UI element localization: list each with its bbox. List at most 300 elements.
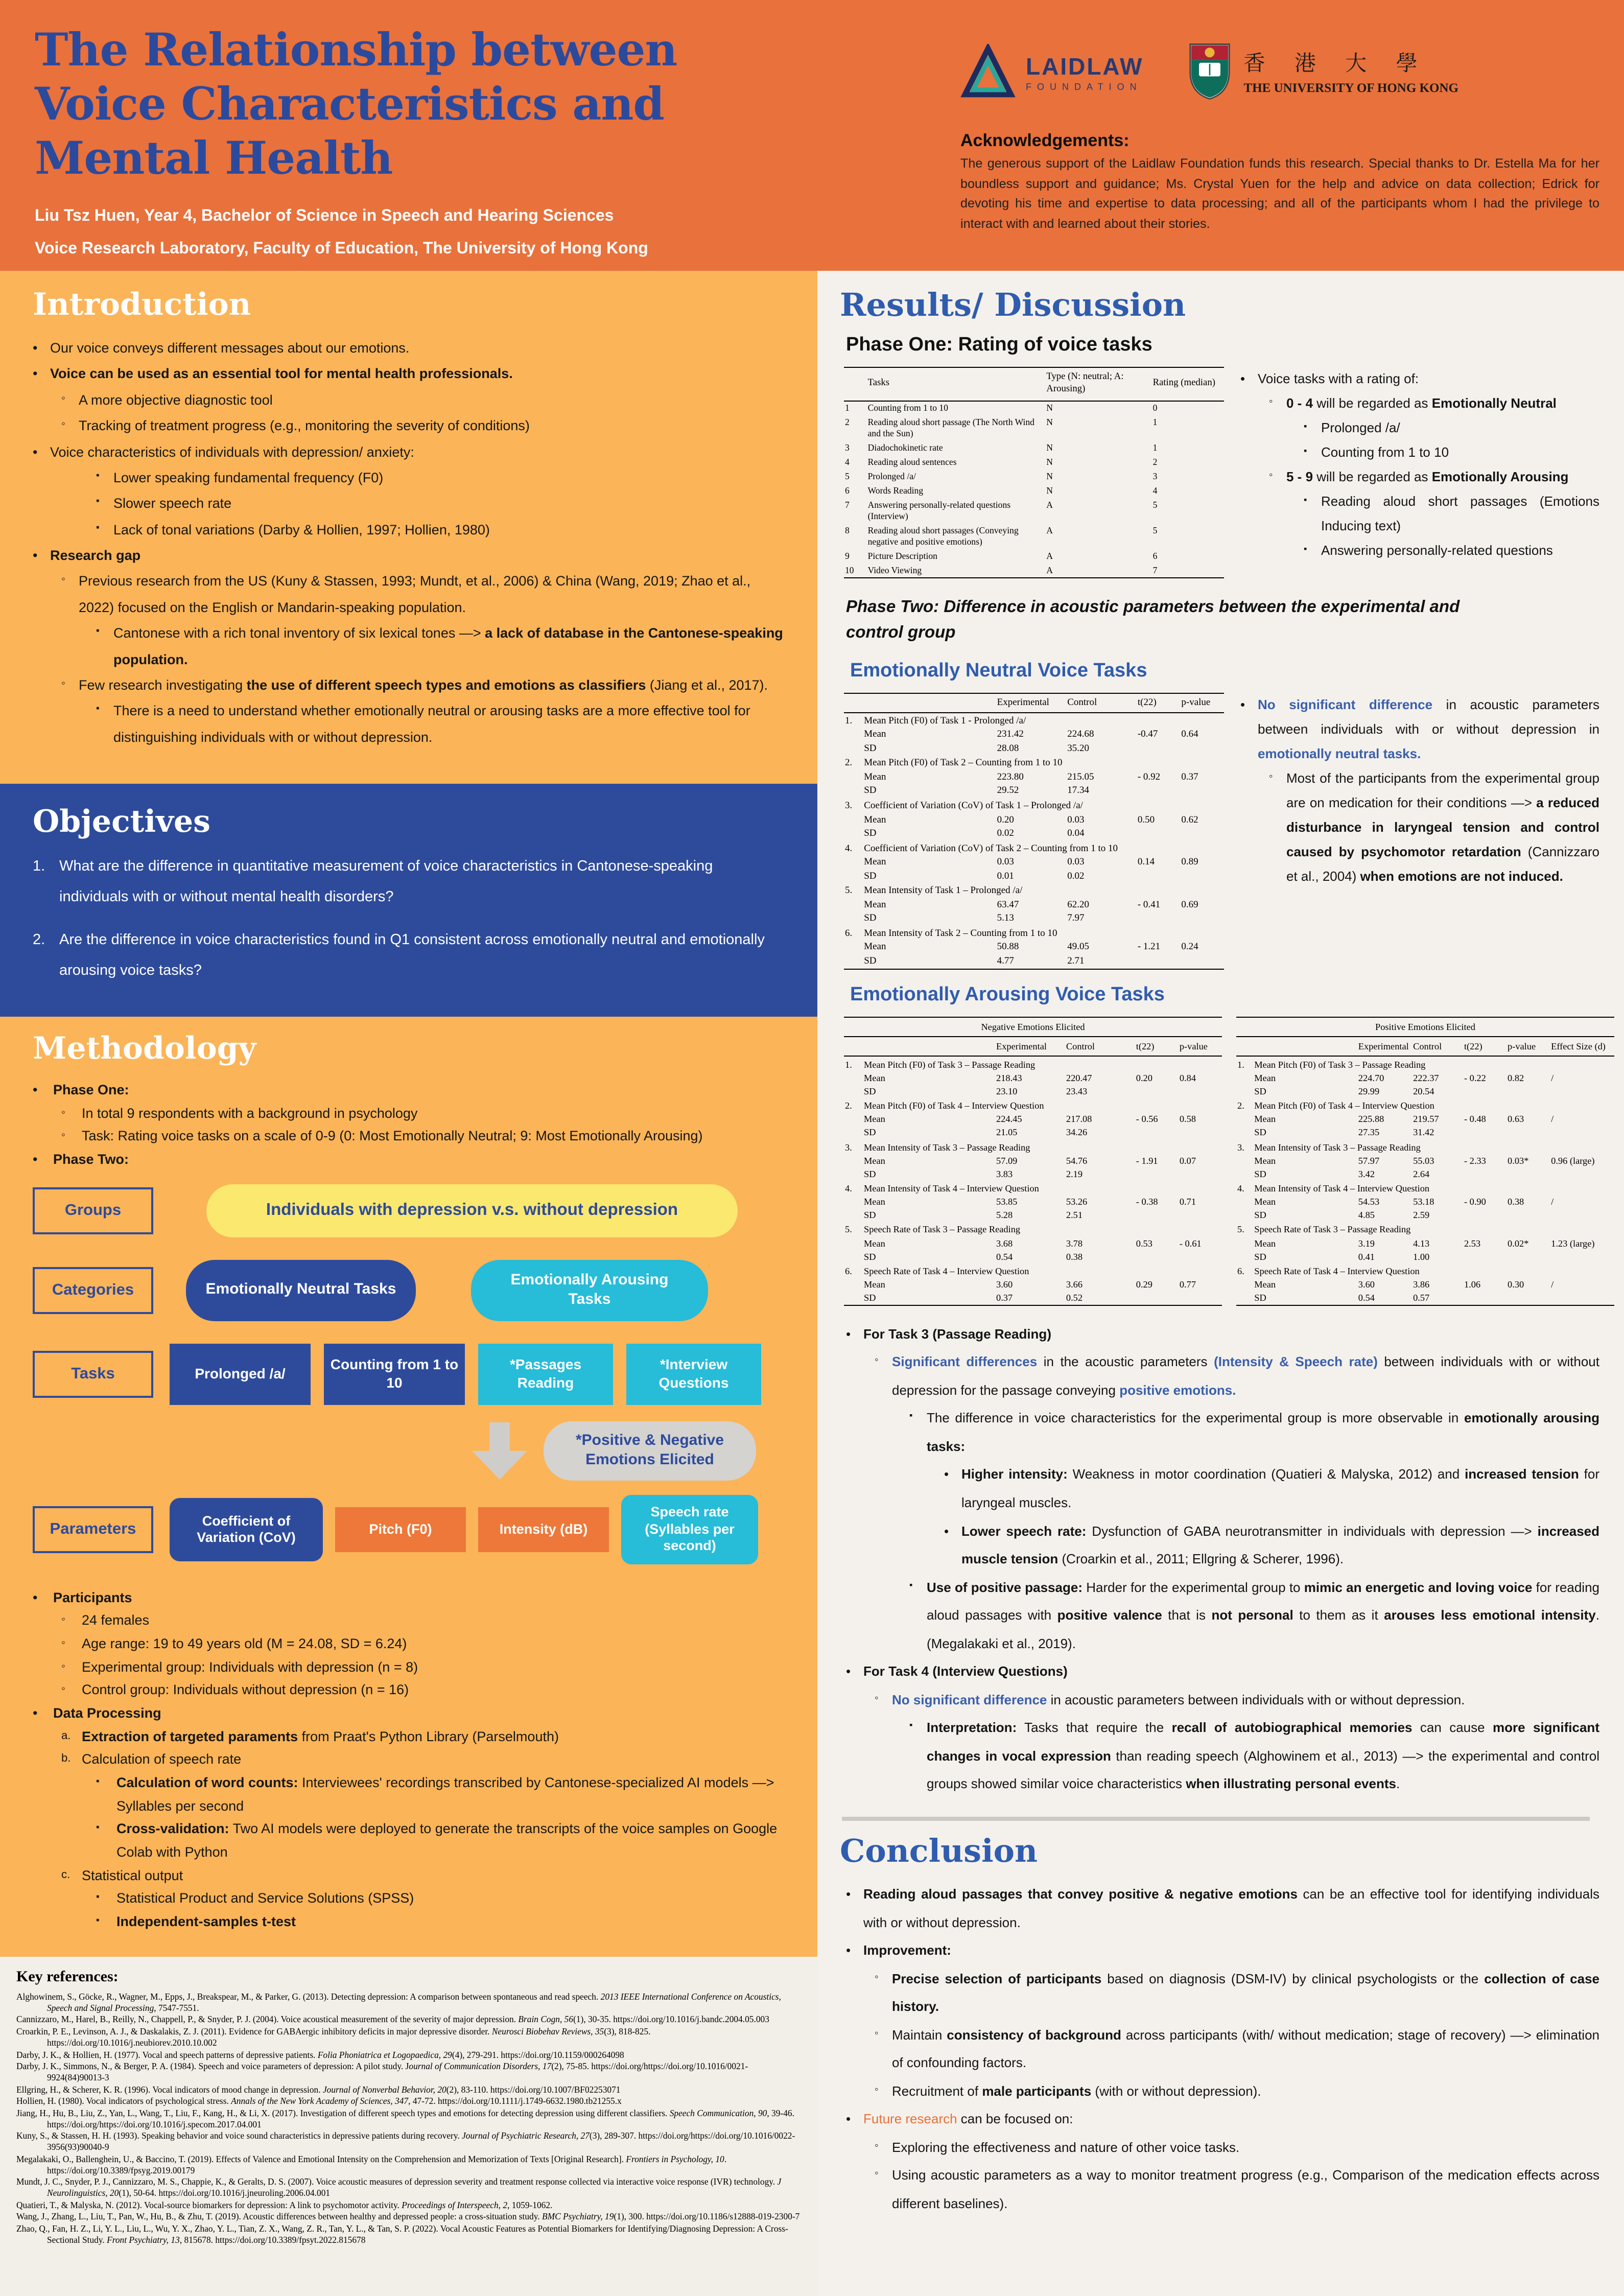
stat-value: 3.86 [1413, 1279, 1430, 1290]
bullet-marker: ▪ [1304, 544, 1307, 554]
hku-english-name: THE UNIVERSITY OF HONG KONG [1243, 80, 1458, 95]
list-item-text: For Task 3 (Passage Reading) [863, 1326, 1051, 1342]
list-item-text: Statistical output [82, 1867, 183, 1883]
list-item-text: Cantonese with a rich tonal inventory of six lexical tones —> a lack of database in the Cantonese-speaking population. [113, 625, 783, 667]
table-header-row [844, 1037, 1222, 1056]
reference-item: Jiang, H., Hu, B., Liu, Z., Yan, L., Wang, T., Liu, F., Kang, H., & Li, X. (2017). Investigation of different speech types and emotions for detecting depression using different classifiers. Speech Communication, 90, 39-46. https://doi.org/https://doi.org/10.1016/j.specom.2017.04.001 [16, 2108, 794, 2129]
stat-name: Mean [1254, 1238, 1276, 1248]
stat-name: SD [864, 829, 877, 839]
objectives-heading: Objectives [33, 804, 210, 840]
list-item-text: Age range: 19 to 49 years old (M = 24.08, SD = 6.24) [82, 1636, 407, 1652]
spacer-cell [1236, 1278, 1253, 1291]
stat-value: 0.96 (large) [1551, 1155, 1595, 1166]
column-header [844, 367, 867, 401]
list-item [846, 2162, 1599, 2218]
row-number: 2. [845, 758, 853, 769]
stat-value: / [1551, 1279, 1554, 1290]
stat-name: SD [864, 1086, 876, 1096]
column-header: Rating (median) [1152, 367, 1224, 401]
list-item [846, 2021, 1599, 2077]
spacer-cell [844, 1278, 863, 1291]
spacer-cell [1236, 1167, 1253, 1181]
stat-value: - 0.90 [1464, 1197, 1486, 1207]
stat-value: 0.38 [1066, 1251, 1083, 1262]
spacer-cell [1236, 1236, 1253, 1250]
row-number: 5. [1237, 1224, 1244, 1235]
stat-value: 54.76 [1066, 1155, 1088, 1166]
sd-row [844, 1291, 1222, 1305]
row-number: 6. [1237, 1266, 1244, 1276]
bullet-marker: ◦ [61, 1683, 65, 1696]
measure-label: Speech Rate of Task 4 – Interview Question [1254, 1266, 1420, 1276]
bullet-marker: ◦ [61, 1637, 65, 1650]
bullet-marker: ▪ [96, 625, 100, 637]
bullet-marker: b. [61, 1752, 71, 1765]
stat-value: 21.05 [996, 1127, 1018, 1138]
stat-name: SD [864, 1210, 876, 1221]
bullet-marker: ◦ [61, 1129, 65, 1142]
measure-label-row [1236, 1181, 1614, 1195]
list-item [846, 1573, 1599, 1657]
measure-label-row [844, 926, 1224, 941]
measure-label: Coefficient of Variation (CoV) of Task 2 – Counting from 1 to 10 [864, 844, 1118, 854]
mean-row [844, 941, 1224, 955]
list-item [846, 1936, 1599, 1964]
spacer-cell [844, 955, 863, 969]
flow-row-categories [33, 1259, 785, 1321]
stat-value: 224.70 [1358, 1072, 1384, 1083]
column-header: Experimental [995, 1037, 1065, 1056]
reference-item: Hollien, H. (1980). Vocal indicators of psychological stress. Annals of the New York Academy of Sciences, 347, 47-72. https://doi.org/10.1111/j.1749-6632.1980.tb21255.x [16, 2096, 622, 2106]
list-item [33, 1772, 785, 1818]
row-number: 1. [845, 716, 853, 727]
list-item [1240, 391, 1599, 416]
table-cell: N [1046, 403, 1053, 413]
flow-param-speech-rate: Speech rate (Syllables per second) [621, 1494, 758, 1564]
stat-value: 0.04 [1067, 829, 1085, 839]
list-item [1240, 416, 1599, 440]
list-item [846, 2077, 1599, 2105]
sd-row [1236, 1167, 1614, 1181]
row-number: 1. [1237, 1059, 1244, 1070]
list-item-text: Precise selection of participants based on diagnosis (DSM-IV) by clinical psychologists or the collection of case history. [892, 1971, 1600, 2014]
list-item-text: Independent-samples t-test [116, 1914, 296, 1930]
references-section [0, 1957, 817, 2296]
flow-category-arousing: Emotionally Arousing Tasks [471, 1259, 708, 1321]
list-item [846, 2105, 1599, 2134]
stat-name: SD [864, 1168, 876, 1179]
table-cell: Reading aloud short passage (The North Wind and the Sun) [867, 416, 1034, 438]
table-header-row [844, 693, 1224, 713]
table-cell: 7 [1152, 565, 1158, 575]
stat-value: 217.08 [1066, 1114, 1092, 1124]
list-item-text: Answering personally-related questions [1321, 543, 1553, 558]
stat-value: 3.78 [1066, 1238, 1083, 1248]
bullet-marker: • [846, 1886, 851, 1902]
bullet-marker: ▪ [96, 522, 100, 533]
flow-row-note [33, 1421, 785, 1480]
stat-name: Mean [864, 772, 886, 783]
stat-value: -0.47 [1137, 730, 1158, 740]
stat-value: 0.50 [1137, 815, 1155, 826]
stat-value: 53.18 [1413, 1197, 1434, 1207]
stat-value: 29.99 [1358, 1086, 1380, 1096]
stat-value: 0.77 [1179, 1279, 1196, 1290]
stat-value: 215.05 [1067, 772, 1094, 783]
stat-value: 0.20 [1136, 1072, 1152, 1083]
list-item-text: Interpretation: Tasks that require the recall of autobiographical memories can cause more significant changes in vocal expression than reading speech (Alghowinem et al., 2013) —> the experimental and control groups showed similar voice characteristics when illustrating personal events. [927, 1720, 1599, 1792]
stat-value: 4.85 [1358, 1210, 1375, 1221]
poster-title: The Relationship between Voice Characteristics and Mental Health [35, 25, 677, 185]
table-cell: 2 [845, 416, 850, 427]
table-header-row [1236, 1037, 1614, 1056]
stat-value: / [1551, 1197, 1554, 1207]
stat-value: 218.43 [996, 1072, 1022, 1083]
list-item-text: Our voice conveys different messages about our emotions. [50, 340, 410, 356]
list-item [33, 517, 785, 543]
list-item [33, 698, 785, 751]
measure-label: Mean Pitch (F0) of Task 1 - Prolonged /a/ [864, 716, 1026, 727]
table-cell: N [1046, 471, 1053, 481]
measure-label-row [844, 713, 1224, 729]
stat-value: 0.03* [1508, 1155, 1529, 1166]
list-item [33, 1818, 785, 1865]
stat-value: 3.66 [1066, 1279, 1083, 1290]
list-item-text: Few research investigating the use of different speech types and emotions as classifiers (Jiang et al., 2017). [79, 677, 768, 693]
stat-value: 20.54 [1413, 1086, 1434, 1096]
stat-value: 1.23 (large) [1551, 1238, 1595, 1248]
laidlaw-wordmark [1026, 55, 1144, 92]
measure-label-row [844, 841, 1224, 856]
stat-value: 0.24 [1181, 942, 1198, 953]
stat-value: 63.47 [997, 900, 1019, 910]
stat-value: 224.68 [1067, 730, 1094, 740]
bullet-marker: ◦ [875, 2139, 879, 2152]
hku-chinese-name: 香 港 大 學 [1243, 51, 1429, 76]
bullet-marker: ▪ [96, 703, 100, 715]
mean-row [844, 856, 1224, 870]
stat-value: 0.69 [1181, 900, 1198, 910]
stat-name: SD [1254, 1127, 1266, 1138]
list-item [33, 491, 785, 517]
stat-value: - 0.56 [1136, 1114, 1158, 1124]
task3-discussion [846, 1320, 1599, 1657]
spacer-cell [844, 1112, 863, 1126]
bullet-marker: • [846, 1326, 851, 1342]
bullet-marker: ◦ [875, 1354, 879, 1367]
list-item-text: 0 - 4 will be regarded as Emotionally Neutral [1286, 395, 1557, 411]
stat-value: 1.06 [1464, 1279, 1481, 1290]
list-item-text: Are the difference in voice characteristics found in Q1 consistent across emotionally neutral and emotionally arousing voice tasks? [59, 932, 765, 979]
bullet-marker: ▪ [96, 1891, 100, 1903]
stat-value: 23.43 [1066, 1086, 1088, 1096]
list-item-text: Counting from 1 to 10 [1321, 444, 1449, 460]
list-item [846, 1517, 1599, 1573]
measure-label: Mean Intensity of Task 3 – Passage Reading [1254, 1142, 1421, 1153]
column-header: Effect Size (d) [1550, 1037, 1614, 1056]
spacer-cell [1236, 1085, 1253, 1098]
stat-value: 7.97 [1067, 913, 1085, 924]
stat-value: - 0.41 [1137, 900, 1161, 910]
stat-value: 2.59 [1413, 1210, 1430, 1221]
table-cell: 4 [845, 456, 850, 467]
list-item-text: Lower speech rate: Dysfunction of GABA neurotransmitter in individuals with depression —> increased muscle tension (Croarkin et al., 2011; Ellgring & Scherer, 1996). [961, 1523, 1599, 1567]
spacer-cell [844, 1250, 863, 1263]
mean-row [844, 1195, 1222, 1208]
stat-value: 57.97 [1358, 1155, 1380, 1166]
column-header: p-value [1179, 1037, 1222, 1056]
mean-row [1236, 1071, 1614, 1085]
spacer-cell [844, 1195, 863, 1208]
stat-name: Mean [864, 900, 886, 910]
reference-item: Alghowinem, S., Göcke, R., Wagner, M., Epps, J., Breakspear, M., & Parker, G. (2013). Detecting depression: A comparison between spontaneous and read speech. 2013 IEEE International Conference on Acoustics, Speech and Signal Processing, 7547-7551. [16, 1992, 781, 2013]
row-number: 3. [845, 1142, 852, 1153]
stat-name: Mean [864, 1114, 885, 1124]
stat-name: Mean [1254, 1072, 1276, 1083]
row-number: 4. [845, 1183, 852, 1193]
flow-row-tasks [33, 1343, 785, 1404]
column-header: Type (N: neutral; A: Arousing) [1045, 367, 1151, 401]
spacer-cell [1236, 1208, 1253, 1222]
stat-name: Mean [864, 1197, 885, 1207]
reference-item: Megalakaki, O., Ballenghein, U., & Baccino, T. (2019). Effects of Valence and Emotional Intensity on the Comprehension and Memorization of Texts [Original Research]. Frontiers in Psychology, 10. https://doi.org/10.3389/fpsyg.2019.00179 [16, 2153, 727, 2175]
stat-value: 0.57 [1413, 1293, 1430, 1303]
reference-item: Wang, J., Zhang, L., Liu, T., Pan, W., Hu, B., & Zhu, T. (2019). Acoustic differences between healthy and depressed people: a cross-situation study. BMC Psychiatry, 19(1), 300. https://doi.org/10.1186/s12888-019-2300-7 [16, 2211, 800, 2222]
neutral-table [844, 693, 1224, 970]
bullet-marker: ◦ [61, 1106, 65, 1119]
stat-value: / [1551, 1114, 1554, 1124]
objectives-list [33, 852, 785, 987]
list-item [846, 1714, 1599, 1798]
conclusion-heading: Conclusion [840, 1833, 1038, 1870]
title-block [35, 25, 797, 271]
table-cell: 1 [1152, 416, 1158, 427]
stat-name: SD [864, 786, 877, 796]
stat-value: 0.71 [1179, 1197, 1196, 1207]
sd-row [1236, 1291, 1614, 1305]
list-item [33, 1610, 785, 1633]
stat-name: Mean [864, 1155, 885, 1166]
measure-label-row [1236, 1056, 1614, 1071]
phase1-table [844, 367, 1224, 579]
bullet-marker: • [33, 1589, 38, 1605]
sd-row [844, 827, 1224, 841]
table-cell: 10 [845, 565, 854, 575]
row-number: 1. [845, 1059, 852, 1070]
stat-name: Mean [864, 1238, 885, 1248]
conclusion-list [846, 1880, 1599, 2218]
stat-value: 0.37 [996, 1293, 1013, 1303]
list-item [1240, 489, 1599, 538]
list-item-text: Statistical Product and Service Solutions (SPSS) [116, 1890, 414, 1906]
list-item [33, 852, 785, 913]
spacer-cell [844, 912, 863, 926]
stat-name: Mean [1254, 1197, 1276, 1207]
list-item [846, 1686, 1599, 1714]
table-cell: 6 [1152, 550, 1158, 561]
list-item [846, 1880, 1599, 1936]
bullet-marker: 1. [33, 858, 45, 875]
stat-value: 0.20 [997, 815, 1014, 826]
list-item [846, 1404, 1599, 1461]
stat-value: - 2.33 [1464, 1155, 1486, 1166]
spacer-cell [1236, 1112, 1253, 1126]
list-item-text: Control group: Individuals without depression (n = 16) [82, 1682, 409, 1698]
measure-label: Mean Pitch (F0) of Task 3 – Passage Reading [864, 1059, 1035, 1070]
bullet-marker: • [944, 1466, 949, 1482]
table-row [844, 524, 1224, 549]
spacer-cell [844, 742, 863, 756]
sd-row [844, 870, 1224, 883]
reference-item: Kuny, S., & Stassen, H. H. (1993). Speaking behavior and voice sound characteristics in depressive patients during recovery. Journal of Psychiatric Research, 27(3), 289-307. https://doi.org/https://doi.org/10.1016/0022-3956(93)90040-9 [16, 2130, 795, 2152]
table-cell: A [1046, 565, 1053, 575]
bullet-marker: ▪ [909, 1720, 913, 1730]
stat-value: 28.08 [997, 743, 1019, 754]
column-header: Experimental [996, 693, 1067, 713]
list-item [33, 1679, 785, 1702]
stat-value: 2.53 [1464, 1238, 1481, 1248]
acknowledgements-heading: Acknowledgements: [960, 131, 1129, 150]
bullet-marker: ◦ [875, 2027, 879, 2040]
table-row [844, 484, 1224, 498]
list-item [33, 439, 785, 465]
reference-item: Cannizzaro, M., Harel, B., Reilly, N., Chappell, P., & Snyder, P. J. (2004). Voice acoustical measurement of the severity of major depression. Brain Cogn, 56(1), 30-35. https://doi.org/10.1016/j.bandc.2004.05.003 [16, 2014, 769, 2025]
column-header: t(22) [1137, 693, 1181, 713]
sd-row [844, 1167, 1222, 1181]
laidlaw-foundation-label: FOUNDATION [1026, 82, 1142, 92]
measure-label: Mean Pitch (F0) of Task 3 – Passage Reading [1254, 1059, 1426, 1070]
spacer-cell [1236, 1250, 1253, 1263]
list-item-text: Lack of tonal variations (Darby & Hollien, 1997; Hollien, 1980) [113, 522, 490, 537]
table-row [844, 401, 1224, 415]
spacer-cell [1236, 1126, 1253, 1139]
stat-value: 57.09 [996, 1155, 1018, 1166]
spacer-cell [844, 1208, 863, 1222]
flow-task-passages-reading: *Passages Reading [478, 1343, 613, 1404]
list-item-text: Task: Rating voice tasks on a scale of 0-9 (0: Most Emotionally Neutral; 9: Most Emotionally Arousing) [82, 1128, 703, 1144]
row-number: 5. [845, 886, 853, 897]
column-header: Control [1066, 693, 1137, 713]
list-item-text: Tracking of treatment progress (e.g., monitoring the severity of conditions) [79, 418, 530, 434]
neutral-row [840, 693, 1599, 970]
positive-emotions-table [1236, 1017, 1614, 1306]
stat-value: 0.03 [1067, 857, 1085, 868]
stat-value: 0.14 [1137, 857, 1155, 868]
stat-value: 0.64 [1181, 730, 1198, 740]
list-item-text: Previous research from the US (Kuny & Stassen, 1993; Mundt, et al., 2006) & China (Wang, 2019; Zhao et al., 2022) focused on the English or Mandarin-speaking population. [79, 573, 751, 615]
table-cell: 4 [1152, 485, 1158, 496]
bullet-marker: • [846, 1942, 851, 1958]
measure-label-row [844, 799, 1224, 813]
mean-row [844, 771, 1224, 785]
row-number: 6. [845, 928, 853, 939]
stat-value: - 0.92 [1137, 772, 1161, 783]
column-header-spacer [1236, 1037, 1357, 1056]
spacer-cell [1236, 1071, 1253, 1085]
stat-value: 0.01 [997, 871, 1014, 882]
introduction-heading: Introduction [33, 287, 251, 323]
sd-row [844, 1085, 1222, 1098]
bullet-marker: • [1240, 696, 1245, 712]
stat-name: SD [1254, 1293, 1266, 1303]
measure-label: Mean Pitch (F0) of Task 4 – Interview Question [864, 1100, 1044, 1111]
list-item [1240, 367, 1599, 391]
table-cell: Answering personally-related questions (Interview) [867, 499, 1011, 521]
stat-value: 0.41 [1358, 1251, 1375, 1262]
list-item-text: Prolonged /a/ [1321, 420, 1400, 436]
list-item-text: In total 9 respondents with a background in psychology [82, 1105, 418, 1121]
mean-row [1236, 1278, 1614, 1291]
stat-value: 4.77 [997, 956, 1014, 967]
spacer-cell [844, 771, 863, 785]
stat-value: 0.03 [997, 857, 1014, 868]
row-number: 4. [845, 844, 853, 854]
flow-groups-value: Individuals with depression v.s. without depression [206, 1184, 738, 1237]
table-row [844, 549, 1224, 564]
stat-value: 35.20 [1067, 743, 1089, 754]
sd-row [844, 1208, 1222, 1222]
list-item-text: Most of the participants from the experimental group are on medication for their conditions —> a reduced disturbance in laryngeal tension and control caused by psychomotor retardation (Cannizzaro et al., 2004) when emotions are not induced. [1286, 770, 1599, 884]
flow-param-pitch: Pitch (F0) [335, 1507, 466, 1552]
objectives-section [0, 784, 817, 1017]
column-header: Tasks [867, 367, 1046, 401]
measure-label: Mean Intensity of Task 3 – Passage Reading [864, 1142, 1030, 1153]
stat-name: Mean [864, 815, 886, 826]
sd-row [1236, 1250, 1614, 1263]
flow-label-categories: Categories [33, 1267, 153, 1314]
measure-label-row [1236, 1222, 1614, 1236]
arousing-tables-row [844, 1017, 1606, 1306]
column-header: Experimental [1357, 1037, 1412, 1056]
bullet-marker: • [846, 1664, 851, 1679]
list-item [846, 1320, 1599, 1348]
mean-row [844, 813, 1224, 827]
stat-value: 223.80 [997, 772, 1024, 783]
column-header-spacer [844, 1037, 995, 1056]
bullet-marker: ◦ [61, 677, 65, 690]
column-header: p-value [1507, 1037, 1550, 1056]
list-item-text: Voice characteristics of individuals with depression/ anxiety: [50, 444, 414, 459]
column-header: t(22) [1463, 1037, 1507, 1056]
list-item-text: What are the difference in quantitative measurement of voice characteristics in Cantonese-speaking individuals with or without mental health disorders? [59, 858, 713, 905]
bullet-marker: ▪ [1304, 446, 1307, 456]
measure-label-row [1236, 1263, 1614, 1278]
stat-value: 5.13 [997, 913, 1014, 924]
laidlaw-triangle-icon [960, 43, 1016, 104]
table-row [844, 498, 1224, 524]
list-item [33, 1102, 785, 1125]
acknowledgements-text: The generous support of the Laidlaw Foundation funds this research. Special thanks to Dr. Estella Ma for her boundless support and guidance; Ms. Crystal Yuen for the help and advice on data collection; Edrick for devoting his time and expertise to data processing; and all of the participants whom I had the privilege to interact with and learned about their stories. [960, 156, 1599, 231]
spacer-cell [844, 898, 863, 912]
list-item [33, 335, 785, 361]
bullet-marker: ▪ [1304, 495, 1307, 505]
table-row [844, 415, 1224, 441]
stat-value: 0.07 [1179, 1155, 1196, 1166]
list-item-text: The difference in voice characteristics for the experimental group is more observable in emotionally arousing tasks: [927, 1410, 1599, 1454]
stat-name: Mean [1254, 1114, 1276, 1124]
table-cell: Picture Description [867, 550, 937, 561]
measure-label-row [844, 883, 1224, 898]
measure-label: Speech Rate of Task 4 – Interview Question [864, 1266, 1029, 1276]
table-title-row [1236, 1017, 1614, 1037]
mean-row [1236, 1195, 1614, 1208]
list-item [846, 1461, 1599, 1517]
list-item-text: Lower speaking fundamental frequency (F0) [113, 470, 384, 485]
references-heading: Key references: [16, 1969, 119, 1985]
table-cell: 5 [845, 471, 850, 481]
phase-one-bullets [1240, 367, 1599, 564]
row-number: 2. [1237, 1100, 1244, 1111]
